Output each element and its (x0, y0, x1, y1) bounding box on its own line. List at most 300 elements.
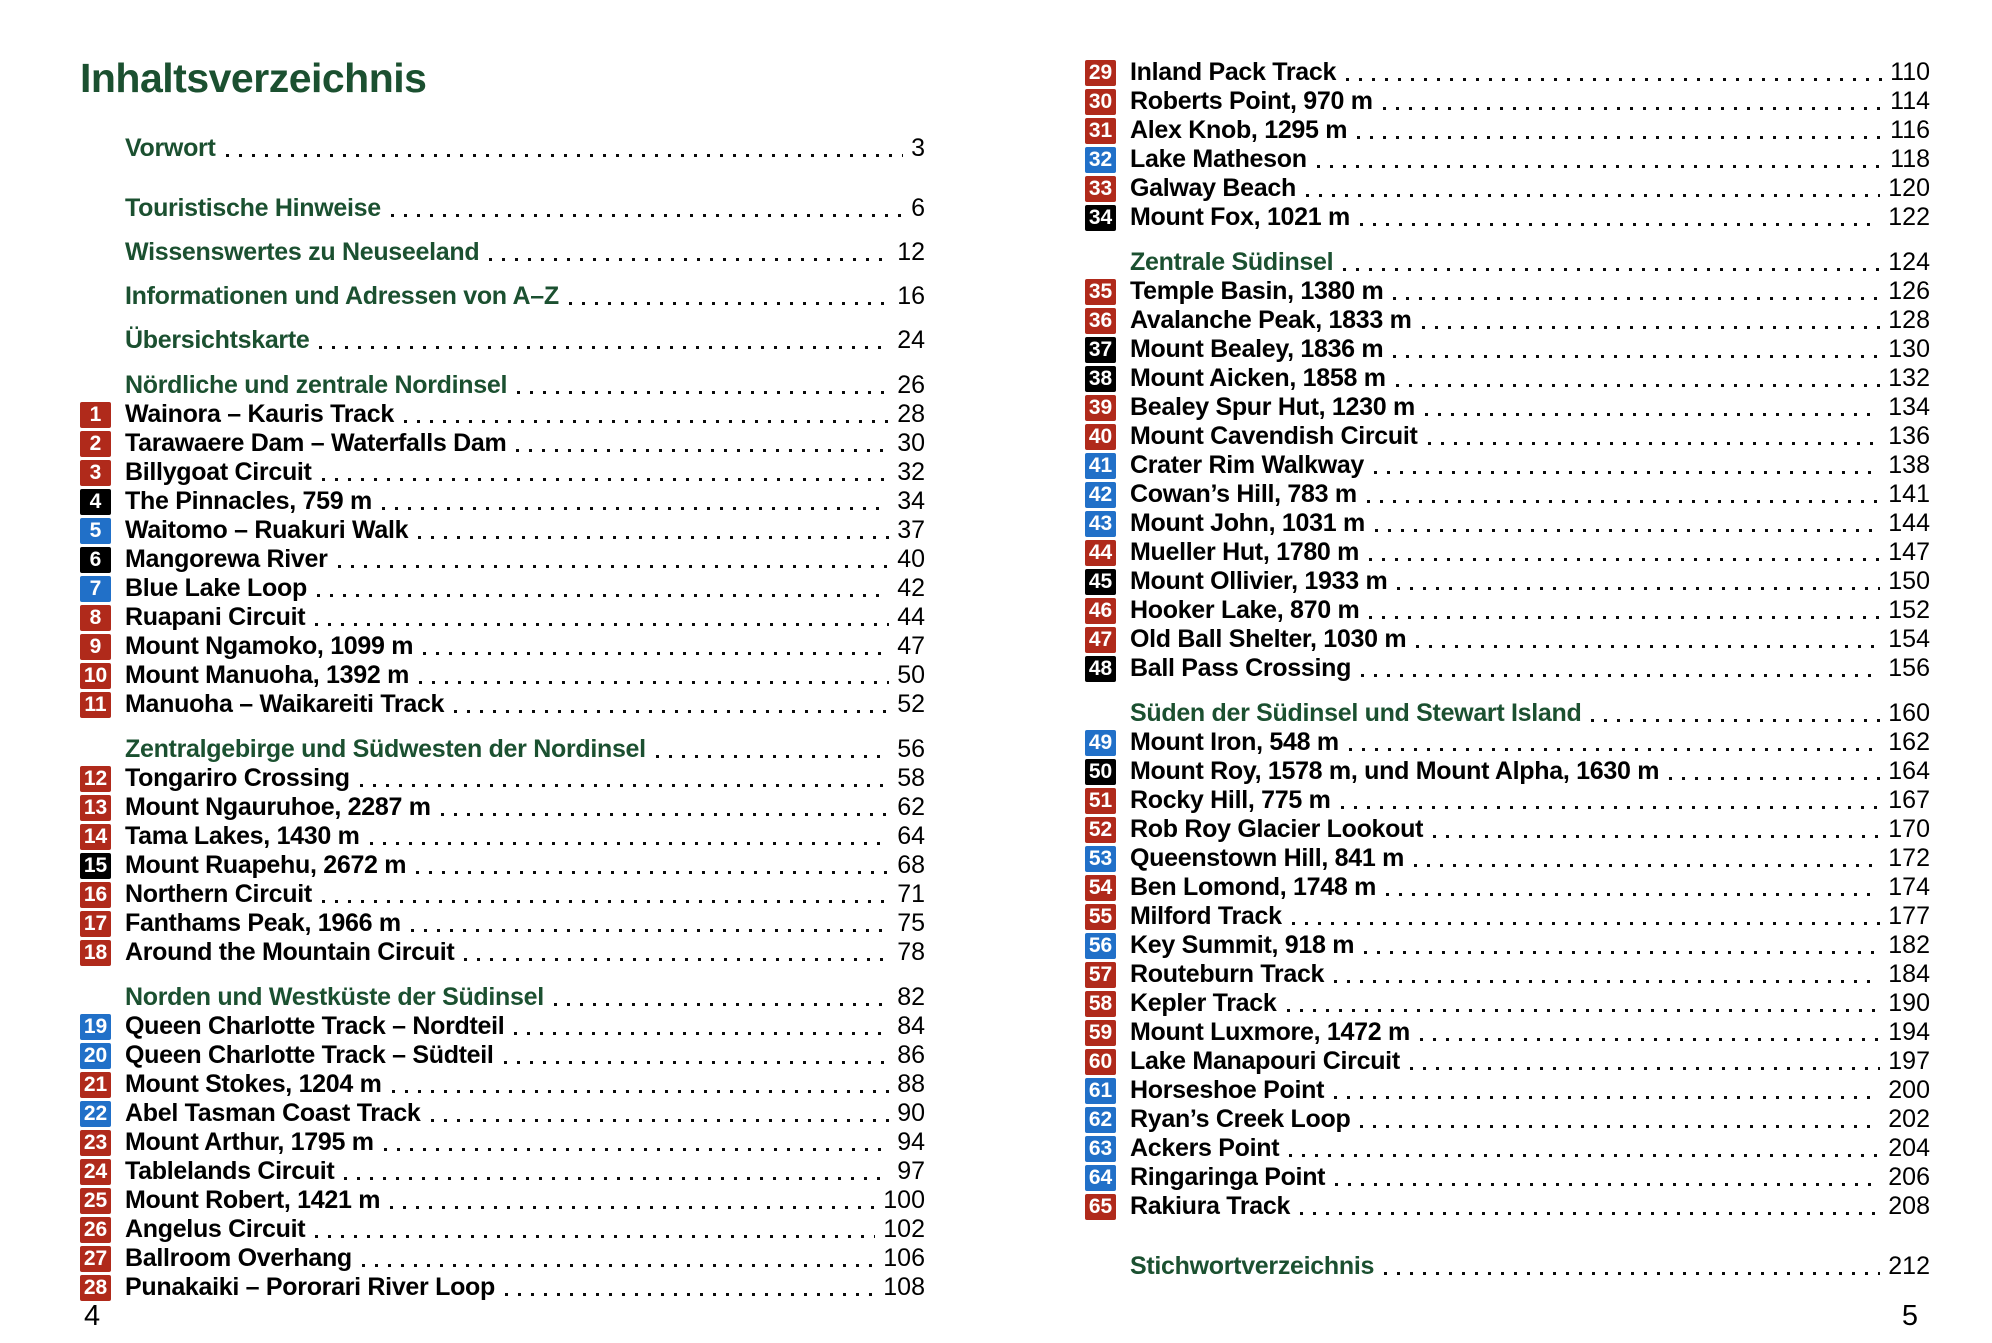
dot-leader (569, 302, 889, 305)
dot-leader (1393, 355, 1880, 358)
toc-entry (1085, 306, 1930, 335)
entry-page-number: 126 (1888, 277, 1930, 305)
front-matter-entry (80, 238, 925, 267)
entry-page-number: 47 (897, 632, 925, 660)
entry-title: Tongariro Crossing (125, 764, 350, 792)
entry-title: Cowan’s Hill, 783 m (1130, 480, 1357, 508)
section-title: Übersichtskarte (125, 326, 310, 354)
dot-leader (1410, 1067, 1880, 1070)
entry-page-number: 28 (897, 400, 925, 428)
route-number-badge: 12 (80, 766, 111, 792)
dot-leader (431, 1119, 890, 1122)
entry-page-number: 106 (883, 1244, 925, 1272)
toc-entry (1085, 757, 1930, 786)
entry-title: Mount Arthur, 1795 m (125, 1128, 374, 1156)
entry-title: Temple Basin, 1380 m (1130, 277, 1384, 305)
dot-leader (516, 449, 889, 452)
route-number-badge: 65 (1085, 1194, 1116, 1220)
entry-title: Ackers Point (1130, 1134, 1280, 1162)
toc-entry (80, 938, 925, 967)
entry-title: Angelus Circuit (125, 1215, 306, 1243)
entry-page-number: 160 (1888, 699, 1930, 727)
entry-page-number: 56 (897, 735, 925, 763)
entry-title: Billygoat Circuit (125, 458, 312, 486)
dot-leader (1428, 442, 1881, 445)
section-title: Informationen und Adressen von A–Z (125, 282, 559, 310)
toc-entry (1085, 480, 1930, 509)
route-number-badge: 55 (1085, 904, 1116, 930)
entry-page-number: 86 (897, 1041, 925, 1069)
dot-leader (517, 391, 889, 394)
dot-leader (454, 710, 889, 713)
dot-leader (1384, 1272, 1880, 1275)
entry-page-number: 177 (1888, 902, 1930, 930)
toc-entry (1085, 567, 1930, 596)
toc-entry (80, 1128, 925, 1157)
toc-entry (1085, 1105, 1930, 1134)
toc-entry (1085, 596, 1930, 625)
dot-leader (226, 154, 904, 157)
dot-leader (382, 507, 889, 510)
entry-page-number: 97 (897, 1157, 925, 1185)
entry-title: Queen Charlotte Track – Südteil (125, 1041, 494, 1069)
dot-leader (1386, 893, 1880, 896)
entry-title: Mount Bealey, 1836 m (1130, 335, 1384, 363)
entry-title: Waitomo – Ruakuri Walk (125, 516, 409, 544)
toc-section (80, 735, 925, 967)
entry-page-number: 71 (897, 880, 925, 908)
entry-title: Ballroom Overhang (125, 1244, 352, 1272)
entry-title: Mount Ruapehu, 2672 m (125, 851, 407, 879)
toc-section (1085, 58, 1930, 232)
toc-entry (1085, 654, 1930, 683)
route-number-badge: 32 (1085, 147, 1116, 173)
entry-page-number: 26 (897, 371, 925, 399)
page-title: Inhaltsverzeichnis (80, 55, 427, 101)
dot-leader (1289, 1154, 1880, 1157)
entry-title: Routeburn Track (1130, 960, 1325, 988)
toc-entry (1085, 1163, 1930, 1192)
route-number-badge: 59 (1085, 1020, 1116, 1046)
entry-page-number: 75 (897, 909, 925, 937)
entry-page-number: 94 (897, 1128, 925, 1156)
toc-entry (1085, 815, 1930, 844)
entry-page-number: 182 (1888, 931, 1930, 959)
entry-title: Mount Fox, 1021 m (1130, 203, 1350, 231)
entry-page-number: 78 (897, 938, 925, 966)
entry-page-number: 44 (897, 603, 925, 631)
dot-leader (423, 652, 889, 655)
entry-page-number: 150 (1888, 567, 1930, 595)
badge-spacer (80, 136, 111, 162)
toc-entry (1085, 625, 1930, 654)
entry-page-number: 204 (1888, 1134, 1930, 1162)
badge-spacer (80, 196, 111, 222)
entry-page-number: 116 (1890, 116, 1930, 144)
route-number-badge: 52 (1085, 817, 1116, 843)
entry-page-number: 156 (1888, 654, 1930, 682)
dot-leader (1669, 777, 1880, 780)
route-number-badge: 41 (1085, 453, 1116, 479)
entry-title: Mangorewa River (125, 545, 328, 573)
entry-title: Mount Manuoha, 1392 m (125, 661, 410, 689)
dot-leader (1591, 719, 1880, 722)
toc-entry (80, 1041, 925, 1070)
dot-leader (1346, 78, 1882, 81)
entry-page-number: 164 (1888, 757, 1930, 785)
route-number-badge: 36 (1085, 308, 1116, 334)
toc-entry (80, 880, 925, 909)
entry-title: Alex Knob, 1295 m (1130, 116, 1348, 144)
entry-title: Mount John, 1031 m (1130, 509, 1365, 537)
toc-entry (80, 487, 925, 516)
entry-title: Abel Tasman Coast Track (125, 1099, 421, 1127)
toc-section-heading (1085, 248, 1930, 277)
route-number-badge: 23 (80, 1130, 111, 1156)
dot-leader (656, 755, 889, 758)
entry-page-number: 50 (897, 661, 925, 689)
route-number-badge: 14 (80, 824, 111, 850)
toc-entry (80, 400, 925, 429)
route-number-badge: 22 (80, 1101, 111, 1127)
toc-entry (1085, 277, 1930, 306)
section-title: Zentrale Südinsel (1130, 248, 1334, 276)
entry-page-number: 84 (897, 1012, 925, 1040)
dot-leader (1360, 1125, 1880, 1128)
dot-leader (317, 594, 889, 597)
folio-left: 4 (84, 1300, 101, 1332)
entry-title: Tama Lakes, 1430 m (125, 822, 360, 850)
entry-page-number: 108 (883, 1273, 925, 1301)
route-number-badge: 54 (1085, 875, 1116, 901)
entry-title: Rakiura Track (1130, 1192, 1291, 1220)
route-number-badge: 37 (1085, 337, 1116, 363)
dot-leader (404, 420, 889, 423)
section-title: Süden der Südinsel und Stewart Island (1130, 699, 1582, 727)
entry-title: Queenstown Hill, 841 m (1130, 844, 1405, 872)
entry-page-number: 114 (1890, 87, 1930, 115)
dot-leader (418, 536, 889, 539)
right-toc-list (1085, 58, 1930, 1281)
entry-title: Mount Roy, 1578 m, und Mount Alpha, 1630 m (1130, 757, 1660, 785)
entry-title: Inland Pack Track (1130, 58, 1337, 86)
route-number-badge: 63 (1085, 1136, 1116, 1162)
dot-leader (1367, 500, 1880, 503)
section-title: Wissenswertes zu Neuseeland (125, 238, 480, 266)
entry-title: Queen Charlotte Track – Nordteil (125, 1012, 505, 1040)
entry-title: Wainora – Kauris Track (125, 400, 394, 428)
dot-leader (390, 1206, 875, 1209)
dot-leader (319, 346, 889, 349)
entry-page-number: 130 (1888, 335, 1930, 363)
entry-page-number: 16 (897, 282, 925, 310)
toc-entry (1085, 203, 1930, 232)
route-number-badge: 1 (80, 402, 111, 428)
entry-title: Mount Luxmore, 1472 m (1130, 1018, 1410, 1046)
route-number-badge: 4 (80, 489, 111, 515)
dot-leader (489, 258, 889, 261)
route-number-badge: 33 (1085, 176, 1116, 202)
entry-page-number: 110 (1890, 58, 1930, 86)
dot-leader (322, 900, 889, 903)
route-number-badge: 18 (80, 940, 111, 966)
entry-page-number: 102 (883, 1215, 925, 1243)
toc-entry (1085, 364, 1930, 393)
dot-leader (322, 478, 890, 481)
dot-leader (1357, 136, 1882, 139)
dot-leader (360, 784, 889, 787)
toc-entry (1085, 145, 1930, 174)
route-number-badge: 57 (1085, 962, 1116, 988)
dot-leader (514, 1032, 889, 1035)
entry-title: Hooker Lake, 870 m (1130, 596, 1360, 624)
route-number-badge: 13 (80, 795, 111, 821)
dot-leader (1416, 645, 1880, 648)
entry-page-number: 194 (1888, 1018, 1930, 1046)
dot-leader (1414, 864, 1880, 867)
section-title: Touristische Hinweise (125, 194, 381, 222)
toc-entry (1085, 786, 1930, 815)
toc-entry (80, 1070, 925, 1099)
route-number-badge: 11 (80, 692, 111, 718)
route-number-badge: 48 (1085, 656, 1116, 682)
entry-page-number: 174 (1888, 873, 1930, 901)
entry-title: Kepler Track (1130, 989, 1277, 1017)
entry-page-number: 132 (1888, 364, 1930, 392)
entry-page-number: 40 (897, 545, 925, 573)
front-matter-entry (80, 282, 925, 311)
route-number-badge: 2 (80, 431, 111, 457)
toc-entry (1085, 1018, 1930, 1047)
folio-right: 5 (1901, 1300, 1918, 1332)
left-page-column (80, 54, 925, 1302)
entry-page-number: 124 (1888, 248, 1930, 276)
dot-leader (1292, 922, 1881, 925)
entry-title: Mount Cavendish Circuit (1130, 422, 1418, 450)
dot-leader (384, 1148, 890, 1151)
dot-leader (1396, 384, 1881, 387)
toc-entry (80, 690, 925, 719)
dot-leader (554, 1003, 889, 1006)
route-number-badge: 25 (80, 1188, 111, 1214)
route-number-badge: 51 (1085, 788, 1116, 814)
entry-title: Avalanche Peak, 1833 m (1130, 306, 1412, 334)
entry-title: The Pinnacles, 759 m (125, 487, 372, 515)
toc-entry (1085, 1192, 1930, 1221)
route-number-badge: 60 (1085, 1049, 1116, 1075)
dot-leader (1383, 107, 1882, 110)
entry-page-number: 37 (897, 516, 925, 544)
dot-leader (344, 1177, 889, 1180)
entry-page-number: 6 (911, 194, 925, 222)
toc-entry (1085, 451, 1930, 480)
left-toc-list (80, 134, 925, 1302)
toc-entry (80, 632, 925, 661)
dot-leader (464, 958, 889, 961)
toc-section (1085, 248, 1930, 683)
section-title: Norden und Westküste der Südinsel (125, 983, 544, 1011)
front-matter-entry (80, 326, 925, 355)
toc-section-heading (80, 735, 925, 764)
toc-section (80, 371, 925, 719)
entry-title: Mount Ngamoko, 1099 m (125, 632, 414, 660)
route-number-badge: 47 (1085, 627, 1116, 653)
toc-entry (80, 516, 925, 545)
toc-entry (80, 1099, 925, 1128)
entry-page-number: 58 (897, 764, 925, 792)
toc-entry (1085, 116, 1930, 145)
entry-page-number: 52 (897, 690, 925, 718)
dot-leader (391, 214, 903, 217)
dot-leader (504, 1061, 890, 1064)
entry-title: Punakaiki – Pororari River Loop (125, 1273, 495, 1301)
entry-title: Manuoha – Waikareiti Track (125, 690, 445, 718)
entry-page-number: 82 (897, 983, 925, 1011)
dot-leader (1397, 587, 1880, 590)
entry-page-number: 88 (897, 1070, 925, 1098)
right-page-column (1085, 54, 1930, 1302)
entry-page-number: 42 (897, 574, 925, 602)
entry-page-number: 62 (897, 793, 925, 821)
entry-page-number: 147 (1888, 538, 1930, 566)
route-number-badge: 35 (1085, 279, 1116, 305)
dot-leader (1335, 1183, 1880, 1186)
entry-title: Mount Robert, 1421 m (125, 1186, 381, 1214)
toc-entry (1085, 335, 1930, 364)
entry-page-number: 170 (1888, 815, 1930, 843)
dot-leader (1349, 748, 1880, 751)
entry-page-number: 190 (1888, 989, 1930, 1017)
dot-leader (1300, 1212, 1880, 1215)
route-number-badge: 27 (80, 1246, 111, 1272)
entry-page-number: 206 (1888, 1163, 1930, 1191)
route-number-badge: 7 (80, 576, 111, 602)
toc-entry (1085, 902, 1930, 931)
entry-title: Lake Matheson (1130, 145, 1307, 173)
toc-entry (80, 574, 925, 603)
front-matter-entry (80, 194, 925, 223)
entry-title: Mueller Hut, 1780 m (1130, 538, 1360, 566)
entry-page-number: 100 (883, 1186, 925, 1214)
badge-spacer (80, 985, 111, 1011)
entry-page-number: 172 (1888, 844, 1930, 872)
entry-page-number: 208 (1888, 1192, 1930, 1220)
entry-title: Roberts Point, 970 m (1130, 87, 1373, 115)
toc-entry (1085, 844, 1930, 873)
toc-entry (80, 1012, 925, 1041)
toc-section-heading (1085, 699, 1930, 728)
toc-entry (80, 1157, 925, 1186)
dot-leader (1420, 1038, 1880, 1041)
dot-leader (505, 1293, 875, 1296)
toc-entry (1085, 1076, 1930, 1105)
entry-page-number: 68 (897, 851, 925, 879)
entry-page-number: 197 (1888, 1047, 1930, 1075)
dot-leader (1369, 616, 1880, 619)
route-number-badge: 20 (80, 1043, 111, 1069)
route-number-badge: 30 (1085, 89, 1116, 115)
section-title: Zentralgebirge und Südwesten der Nordinsel (125, 735, 646, 763)
dot-leader (392, 1090, 890, 1093)
back-matter-entry (1085, 1252, 1930, 1281)
entry-title: Ringaringa Point (1130, 1163, 1326, 1191)
entry-page-number: 34 (897, 487, 925, 515)
entry-page-number: 122 (1888, 203, 1930, 231)
entry-title: Ball Pass Crossing (1130, 654, 1352, 682)
dot-leader (1422, 326, 1881, 329)
route-number-badge: 64 (1085, 1165, 1116, 1191)
entry-title: Mount Ngauruhoe, 2287 m (125, 793, 431, 821)
entry-page-number: 136 (1888, 422, 1930, 450)
section-title: Nördliche und zentrale Nordinsel (125, 371, 508, 399)
entry-page-number: 202 (1888, 1105, 1930, 1133)
toc-entry (1085, 728, 1930, 757)
route-number-badge: 5 (80, 518, 111, 544)
toc-entry (80, 1186, 925, 1215)
entry-page-number: 138 (1888, 451, 1930, 479)
entry-title: Blue Lake Loop (125, 574, 307, 602)
route-number-badge: 46 (1085, 598, 1116, 624)
entry-title: Northern Circuit (125, 880, 312, 908)
entry-title: Bealey Spur Hut, 1230 m (1130, 393, 1415, 421)
toc-entry (80, 1273, 925, 1302)
route-number-badge: 39 (1085, 395, 1116, 421)
dot-leader (338, 565, 890, 568)
entry-title: Rocky Hill, 775 m (1130, 786, 1331, 814)
entry-title: Ben Lomond, 1748 m (1130, 873, 1377, 901)
entry-page-number: 184 (1888, 960, 1930, 988)
toc-entry (1085, 960, 1930, 989)
toc-entry (80, 764, 925, 793)
toc-entry (1085, 989, 1930, 1018)
toc-entry (80, 603, 925, 632)
entry-page-number: 118 (1890, 145, 1930, 173)
route-number-badge: 38 (1085, 366, 1116, 392)
toc-entry (80, 661, 925, 690)
entry-title: Lake Manapouri Circuit (1130, 1047, 1400, 1075)
dot-leader (1433, 835, 1880, 838)
entry-page-number: 3 (911, 134, 925, 162)
toc-entry (1085, 58, 1930, 87)
dot-leader (1334, 1096, 1880, 1099)
toc-section-heading (80, 983, 925, 1012)
badge-spacer (80, 240, 111, 266)
entry-page-number: 32 (897, 458, 925, 486)
dot-leader (441, 813, 890, 816)
toc-entry (1085, 87, 1930, 116)
entry-title: Fanthams Peak, 1966 m (125, 909, 401, 937)
route-number-badge: 40 (1085, 424, 1116, 450)
dot-leader (1343, 268, 1880, 271)
badge-spacer (80, 737, 111, 763)
entry-title: Tablelands Circuit (125, 1157, 335, 1185)
entry-title: Horseshoe Point (1130, 1076, 1325, 1104)
badge-spacer (80, 328, 111, 354)
toc-entry (80, 1215, 925, 1244)
entry-title: Galway Beach (1130, 174, 1296, 202)
route-number-badge: 50 (1085, 759, 1116, 785)
entry-title: Around the Mountain Circuit (125, 938, 455, 966)
dot-leader (416, 871, 889, 874)
route-number-badge: 16 (80, 882, 111, 908)
toc-section (80, 983, 925, 1302)
entry-page-number: 30 (897, 429, 925, 457)
route-number-badge: 9 (80, 634, 111, 660)
toc-entry (80, 822, 925, 851)
entry-page-number: 212 (1888, 1252, 1930, 1280)
route-number-badge: 24 (80, 1159, 111, 1185)
dot-leader (411, 929, 889, 932)
